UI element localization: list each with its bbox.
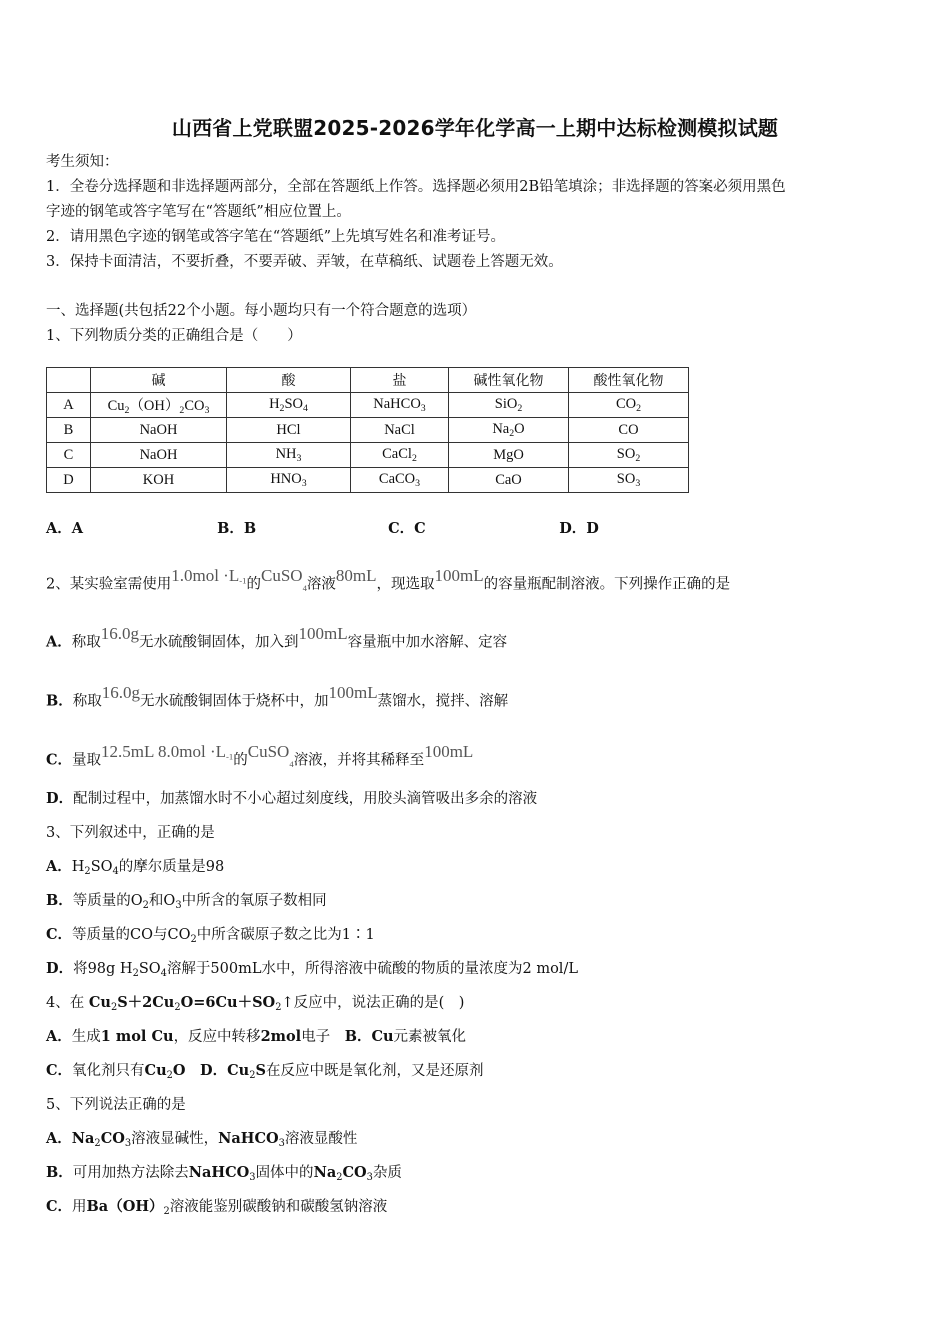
text-segment: 无水硫酸铜固体，加入到 (139, 634, 299, 651)
text-segment: CO (618, 421, 639, 438)
notice-item-1-line-1: 1．全卷分选择题和非选择题两部分，全部在答题纸上作答。选择题必须用2B铅笔填涂；非选择题的答案必须用黑色 (46, 179, 786, 195)
text-segment: 16.0g (100, 624, 140, 643)
text-segment: 2 (132, 967, 139, 979)
question-5-stem: 5、下列说法正确的是 (46, 1097, 186, 1113)
text-segment: 80mL (335, 566, 377, 585)
text-segment: NH (275, 446, 297, 463)
text-segment: 称取 (72, 693, 102, 710)
option-b: B．B (217, 520, 257, 537)
text-segment: 4 (302, 582, 307, 593)
text-segment: CO (615, 396, 637, 413)
text-segment: 4 (112, 865, 119, 877)
table-header-cell: 碱 (91, 368, 227, 393)
text-segment: 中所含碳原子数之比为1∶1 (196, 927, 375, 943)
text-segment: S (255, 1062, 266, 1079)
text-segment: 的 (246, 576, 261, 593)
question-4-options-ab (46, 1027, 466, 1047)
text-segment: Cu (227, 1062, 250, 1079)
row-label: C (47, 443, 91, 468)
text-segment: 蒸馏水，搅拌、溶解 (377, 693, 509, 710)
table-cell (449, 418, 569, 443)
text-segment: CO (342, 1164, 367, 1181)
section-heading: 一、选择题(共包括22个小题。每小题均只有一个符合题意的选项） (46, 303, 477, 319)
text-segment: 和O (148, 893, 176, 909)
table-row (47, 393, 689, 418)
text-segment: 16.0g (101, 683, 141, 702)
text-segment: CaO (495, 471, 522, 488)
table-cell (569, 443, 689, 468)
text-segment: C． (46, 926, 73, 943)
text-segment: 2mol (260, 1028, 302, 1045)
text-segment: 3 (366, 1171, 373, 1183)
text-segment: SO (284, 396, 304, 413)
table-cell (351, 418, 449, 443)
text-segment: 2 (336, 1171, 343, 1183)
table-cell (91, 443, 227, 468)
text-segment: NaHCO (188, 1164, 250, 1181)
option-c: C．C (388, 520, 426, 537)
text-segment: 2 (124, 404, 130, 416)
text-segment: 称取 (71, 634, 101, 651)
text-segment: SO (616, 471, 636, 488)
text-segment: 2 (517, 402, 523, 414)
table-header-cell: 酸 (227, 368, 351, 393)
table-header-cell: 碱性氧化物 (449, 368, 569, 393)
table-cell (569, 468, 689, 493)
text-segment: B． (344, 1028, 372, 1045)
table-row (47, 443, 689, 468)
question-2-option-b (46, 683, 508, 712)
text-segment: CO (100, 1130, 125, 1147)
table-header-row (47, 368, 689, 393)
text-segment: 的摩尔质量是98 (118, 859, 225, 875)
text-segment: -1 (226, 751, 234, 762)
option-d: D．D (559, 520, 599, 537)
text-segment: CO (184, 398, 205, 415)
question-3-option-d (46, 959, 578, 984)
row-label: A (47, 393, 91, 418)
text-segment: 电子 (301, 1029, 345, 1045)
text-segment: 2 (190, 933, 197, 945)
text-segment: 2 (163, 1205, 170, 1217)
table-row (47, 418, 689, 443)
text-segment: 3 (249, 1171, 256, 1183)
text-segment: A． (46, 633, 72, 651)
text-segment: CaCO (378, 471, 416, 488)
row-label: B (47, 418, 91, 443)
text-segment: B． (46, 692, 73, 710)
text-segment: -1 (239, 575, 247, 586)
text-segment: MgO (493, 446, 524, 463)
text-segment: （OH） (129, 398, 180, 415)
text-segment: 可用加热方法除去 (72, 1165, 189, 1181)
text-segment: 固体中的 (255, 1165, 314, 1181)
text-segment: Cu (371, 1028, 394, 1045)
question-3-option-a (46, 857, 224, 882)
table-cell (351, 468, 449, 493)
text-segment: 元素被氧化 (393, 1029, 467, 1045)
text-segment (186, 1063, 201, 1079)
text-segment: 2 (84, 865, 91, 877)
text-segment: 3 (301, 477, 307, 489)
text-segment: Cu (144, 1062, 167, 1079)
table-cell (227, 393, 351, 418)
table-cell (569, 393, 689, 418)
text-segment: A． (46, 1130, 72, 1147)
page-title: 山西省上党联盟2025-2026学年化学高一上期中达标检测模拟试题 (171, 116, 779, 140)
text-segment: 3 (204, 404, 210, 416)
text-segment: 中所含的氧原子数相同 (181, 893, 327, 909)
text-segment: CaCl (382, 446, 412, 463)
question-3-option-c (46, 925, 375, 950)
text-segment: 等质量的O (72, 893, 143, 909)
text-segment: NaHCO (218, 1130, 279, 1147)
table-header-cell: 盐 (351, 368, 449, 393)
text-segment: 1 mol Cu (100, 1028, 174, 1045)
text-segment: 2 (636, 402, 642, 414)
table-cell (449, 443, 569, 468)
text-segment: NaHCO (373, 396, 421, 413)
table-cell (449, 393, 569, 418)
text-segment: ↑反应中，说法正确的是( ) (281, 995, 465, 1011)
text-segment: 2 (411, 452, 417, 464)
text-segment: 12.5mL 8.0mol ·L (101, 742, 227, 761)
text-segment: O (172, 1062, 186, 1079)
text-segment: 2 (279, 402, 285, 414)
text-segment: 3 (175, 899, 182, 911)
row-label: D (47, 468, 91, 493)
question-4-options-cd (46, 1061, 483, 1086)
question-3-option-b (46, 891, 327, 916)
text-segment: 用 (72, 1199, 87, 1215)
table-cell (227, 443, 351, 468)
table-cell (227, 418, 351, 443)
text-segment: 溶液显碱性， (131, 1131, 219, 1147)
question-5-option-a (46, 1129, 357, 1154)
text-segment: A． (46, 1028, 72, 1045)
table-cell (91, 393, 227, 418)
notice-item-2: 2．请用黑色字迹的钢笔或答字笔在“答题纸”上先填写姓名和准考证号。 (46, 229, 506, 245)
text-segment: 容量瓶中加水溶解、定容 (347, 634, 508, 651)
notice-heading: 考生须知： (46, 154, 119, 170)
table-cell (351, 393, 449, 418)
question-3-stem: 3、下列叙述中，正确的是 (46, 825, 215, 841)
table-cell (91, 418, 227, 443)
table-cell (569, 418, 689, 443)
classification-table (46, 367, 689, 493)
text-segment: D． (200, 1062, 228, 1079)
text-segment: 2 (94, 1137, 101, 1149)
text-segment: SO (90, 859, 113, 875)
text-segment: S＋2Cu (117, 994, 175, 1011)
text-segment: KOH (142, 471, 175, 488)
text-segment: 2 (275, 1001, 282, 1013)
question-2-option-c (46, 742, 473, 774)
question-2-option-d (46, 789, 537, 809)
text-segment: 将98g H (73, 961, 133, 977)
text-segment: 溶液显酸性 (284, 1131, 358, 1147)
table-header-cell (47, 368, 91, 393)
text-segment: 4、在 (46, 995, 89, 1011)
text-segment: CuSO (247, 742, 290, 761)
question-2-stem (46, 566, 730, 598)
table-cell (449, 468, 569, 493)
text-segment: HCl (276, 421, 301, 438)
text-segment: 无水硫酸铜固体于烧杯中，加 (140, 693, 329, 710)
text-segment: 100mL (328, 683, 378, 702)
table-cell (91, 468, 227, 493)
text-segment: CuSO (260, 566, 303, 585)
table-cell (227, 468, 351, 493)
text-segment: 4 (303, 402, 308, 414)
text-segment: 的容量瓶配制溶液。下列操作正确的是 (483, 576, 731, 593)
text-segment: 100mL (434, 566, 484, 585)
text-segment: Na (313, 1164, 337, 1181)
text-segment: SO (138, 961, 161, 977)
text-segment: B． (46, 1164, 73, 1181)
text-segment: B． (46, 892, 73, 909)
text-segment: NaOH (139, 446, 178, 463)
text-segment: HNO (270, 471, 302, 488)
question-5-option-c (46, 1197, 387, 1222)
question-2-option-a (46, 624, 507, 653)
text-segment: 溶液能鉴别碳酸钠和碳酸氢钠溶液 (169, 1199, 388, 1215)
text-segment: 2 (174, 1001, 181, 1013)
text-segment: D． (46, 960, 74, 977)
text-segment: 的 (233, 752, 248, 769)
option-a: A．A (46, 520, 84, 537)
text-segment: A． (46, 858, 72, 875)
text-segment: 溶液，并将其稀释至 (293, 752, 425, 769)
text-segment: ，反应中转移 (173, 1029, 261, 1045)
text-segment: 100mL (424, 742, 474, 761)
question-1-stem: 1、下列物质分类的正确组合是（ ） (46, 328, 302, 344)
text-segment: 2 (509, 427, 515, 439)
text-segment: C． (46, 1062, 73, 1079)
text-segment: 3 (124, 1137, 132, 1149)
text-segment: 2、某实验室需使用 (46, 576, 172, 593)
table-header-cell: 酸性氧化物 (569, 368, 689, 393)
text-segment: SO (616, 446, 636, 463)
table-row (47, 468, 689, 493)
text-segment: 3 (635, 477, 641, 489)
text-segment: 2 (166, 1069, 173, 1081)
text-segment: Cu (107, 398, 125, 415)
text-segment: O (514, 421, 525, 438)
text-segment: 100mL (298, 624, 348, 643)
text-segment: 4 (160, 967, 167, 979)
text-segment: C． (46, 1198, 73, 1215)
text-segment: SiO (494, 396, 518, 413)
text-segment: H (269, 396, 280, 413)
text-segment: 量取 (72, 752, 102, 769)
text-segment: 杂质 (372, 1165, 402, 1181)
text-segment: NaCl (384, 421, 415, 438)
text-segment: 在反应中既是氧化剂，又是还原剂 (265, 1063, 484, 1079)
text-segment: 4 (289, 758, 294, 769)
question-1-options (46, 519, 599, 539)
text-segment: C． (46, 751, 73, 769)
text-segment: 2 (142, 899, 149, 911)
text-segment: O=6Cu＋SO (180, 994, 276, 1011)
text-segment: 等质量的CO与CO (72, 927, 191, 943)
text-segment: ，现选取 (376, 576, 435, 593)
text-segment: 2 (635, 452, 641, 464)
text-segment: 配制过程中，加蒸馏水时不小心超过刻度线，用胶头滴管吸出多余的溶液 (73, 791, 538, 807)
text-segment: 溶液 (306, 576, 336, 593)
table-cell (351, 443, 449, 468)
text-segment: 2 (249, 1069, 256, 1081)
text-segment: Na (492, 421, 510, 438)
notice-item-1-line-2: 字迹的钢笔或答字笔写在“答题纸”相应位置上。 (46, 204, 351, 220)
text-segment: 2 (110, 1001, 118, 1013)
text-segment: H (71, 859, 85, 875)
text-segment: 氧化剂只有 (72, 1063, 145, 1079)
question-5-option-b (46, 1163, 402, 1188)
text-segment: 2 (179, 404, 185, 416)
text-segment: 3 (415, 477, 421, 489)
text-segment: 生成 (71, 1029, 101, 1045)
question-4-stem (46, 993, 464, 1018)
notice-item-3: 3．保持卡面清洁，不要折叠，不要弄破、弄皱，在草稿纸、试题卷上答题无效。 (46, 254, 563, 270)
text-segment: 3 (278, 1137, 285, 1149)
text-segment: 3 (420, 402, 426, 414)
text-segment: D． (46, 790, 74, 807)
text-segment: NaOH (139, 421, 178, 438)
text-segment: 溶解于500mL水中，所得溶液中硫酸的物质的量浓度为2 mol/L (166, 961, 578, 977)
text-segment: 1.0mol ·L (171, 566, 240, 585)
text-segment: Ba（OH） (86, 1198, 164, 1215)
text-segment: Cu (88, 994, 111, 1011)
text-segment: 3 (296, 452, 302, 464)
text-segment: Na (71, 1130, 95, 1147)
